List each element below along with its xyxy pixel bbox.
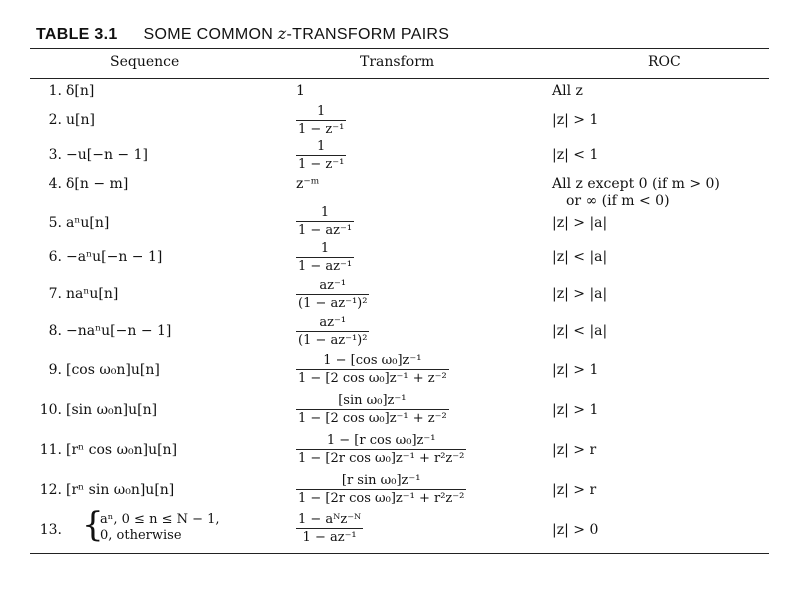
row-number: 7.: [48, 286, 62, 302]
row-transform: [296, 104, 346, 137]
bottom-rule: [30, 553, 769, 554]
row-roc: |z| < |a|: [552, 323, 608, 339]
transform-numerator: 1: [317, 104, 326, 119]
row-roc: |z| > 1: [552, 362, 599, 378]
row-transform: 1: [296, 83, 305, 99]
row-sequence: [cos ω₀n]u[n]: [66, 362, 160, 378]
row-roc: All z except 0 (if m > 0): [552, 176, 720, 192]
row-roc-continued: or ∞ (if m < 0): [566, 193, 670, 209]
header-sequence: Sequence: [110, 54, 180, 70]
table-title: [144, 26, 450, 43]
row-number: 8.: [48, 323, 62, 339]
row-roc: |z| < 1: [552, 147, 599, 163]
transform-denominator: 1 − [2r cos ω₀]z⁻¹ + r²z⁻²: [298, 451, 465, 466]
row-number: 6.: [48, 249, 62, 265]
transform-numerator: 1: [320, 205, 330, 220]
row-sequence: aⁿu[n]: [66, 215, 110, 231]
row-transform: [296, 512, 363, 545]
row-sequence: [rⁿ sin ω₀n]u[n]: [66, 482, 175, 498]
table-title-prefix: SOME COMMON: [143, 26, 278, 43]
transform-denominator: 1 − az⁻¹: [296, 528, 363, 545]
row-number: 9.: [48, 362, 62, 378]
row-number: 3.: [48, 147, 62, 163]
row-sequence: [sin ω₀n]u[n]: [66, 402, 158, 418]
cases-brace: {: [82, 505, 104, 545]
row-transform: [296, 241, 354, 274]
transform-denominator: 1 − az⁻¹: [298, 259, 353, 274]
row-number: 2.: [48, 112, 62, 128]
row-sequence: [rⁿ cos ω₀n]u[n]: [66, 442, 178, 458]
row-number: 5.: [48, 215, 62, 231]
header-rule: [30, 78, 769, 79]
row-sequence: δ[n − m]: [66, 176, 129, 192]
row-number: 12.: [39, 482, 62, 498]
transform-numerator: 1 − [cos ω₀]z⁻¹: [323, 353, 422, 368]
row-sequence: u[n]: [66, 112, 95, 128]
row-number: 4.: [48, 176, 62, 192]
piecewise-sequence: [100, 512, 220, 544]
row-sequence: δ[n]: [66, 83, 95, 99]
case-line-2: 0, otherwise: [100, 528, 182, 543]
row-transform: [296, 278, 369, 311]
row-sequence: −naⁿu[−n − 1]: [66, 323, 172, 339]
transform-numerator: [sin ω₀]z⁻¹: [338, 393, 407, 408]
transform-numerator: 1: [320, 241, 330, 256]
row-roc: |z| > |a|: [552, 286, 608, 302]
row-roc: |z| < |a|: [552, 249, 608, 265]
row-roc: |z| > r: [552, 442, 597, 458]
case-line-1: aⁿ, 0 ≤ n ≤ N − 1,: [100, 512, 220, 527]
row-number: 1.: [48, 83, 62, 99]
row-transform: [296, 139, 346, 172]
table-caption: [36, 24, 449, 44]
transform-denominator: (1 − az⁻¹)²: [298, 296, 368, 311]
row-number: 11.: [39, 442, 62, 458]
row-number: 13.: [39, 522, 62, 538]
row-transform: [296, 433, 466, 466]
transform-denominator: (1 − az⁻¹)²: [298, 333, 368, 348]
transform-denominator: 1 − z⁻¹: [298, 122, 345, 137]
row-transform: z⁻ᵐ: [296, 176, 320, 192]
header-roc: ROC: [648, 54, 681, 70]
row-roc: |z| > 0: [552, 522, 599, 538]
header-transform: Transform: [360, 54, 435, 70]
row-roc: |z| > 1: [552, 402, 599, 418]
transform-denominator: 1 − [2r cos ω₀]z⁻¹ + r²z⁻²: [298, 491, 465, 506]
transform-denominator: 1 − [2 cos ω₀]z⁻¹ + z⁻²: [298, 411, 447, 426]
top-rule: [30, 48, 769, 49]
row-roc: All z: [552, 83, 583, 99]
table-label: TABLE 3.1: [36, 26, 118, 43]
row-transform: [296, 393, 449, 426]
transform-numerator: 1 − aᴺz⁻ᴺ: [298, 512, 362, 527]
row-roc: |z| > r: [552, 482, 597, 498]
row-sequence: −aⁿu[−n − 1]: [66, 249, 163, 265]
transform-numerator: [r sin ω₀]z⁻¹: [341, 473, 421, 488]
transform-numerator: 1 − [r cos ω₀]z⁻¹: [326, 433, 436, 448]
row-transform: [296, 353, 449, 386]
transform-denominator: 1 − [2 cos ω₀]z⁻¹ + z⁻²: [298, 371, 447, 386]
transform-denominator: 1 − az⁻¹: [298, 223, 353, 238]
row-sequence: −u[−n − 1]: [66, 147, 148, 163]
row-transform: [296, 205, 354, 238]
transform-denominator: 1 − z⁻¹: [298, 157, 345, 172]
row-transform: [296, 473, 466, 506]
row-sequence: naⁿu[n]: [66, 286, 119, 302]
transform-numerator: az⁻¹: [319, 315, 347, 330]
row-transform: [296, 315, 369, 348]
transform-numerator: az⁻¹: [319, 278, 347, 293]
row-number: 10.: [39, 402, 62, 418]
table-title-var: z: [277, 24, 287, 43]
row-roc: |z| > |a|: [552, 215, 608, 231]
table-title-suffix: -TRANSFORM PAIRS: [286, 26, 450, 43]
row-roc: |z| > 1: [552, 112, 599, 128]
transform-numerator: 1: [317, 139, 326, 154]
